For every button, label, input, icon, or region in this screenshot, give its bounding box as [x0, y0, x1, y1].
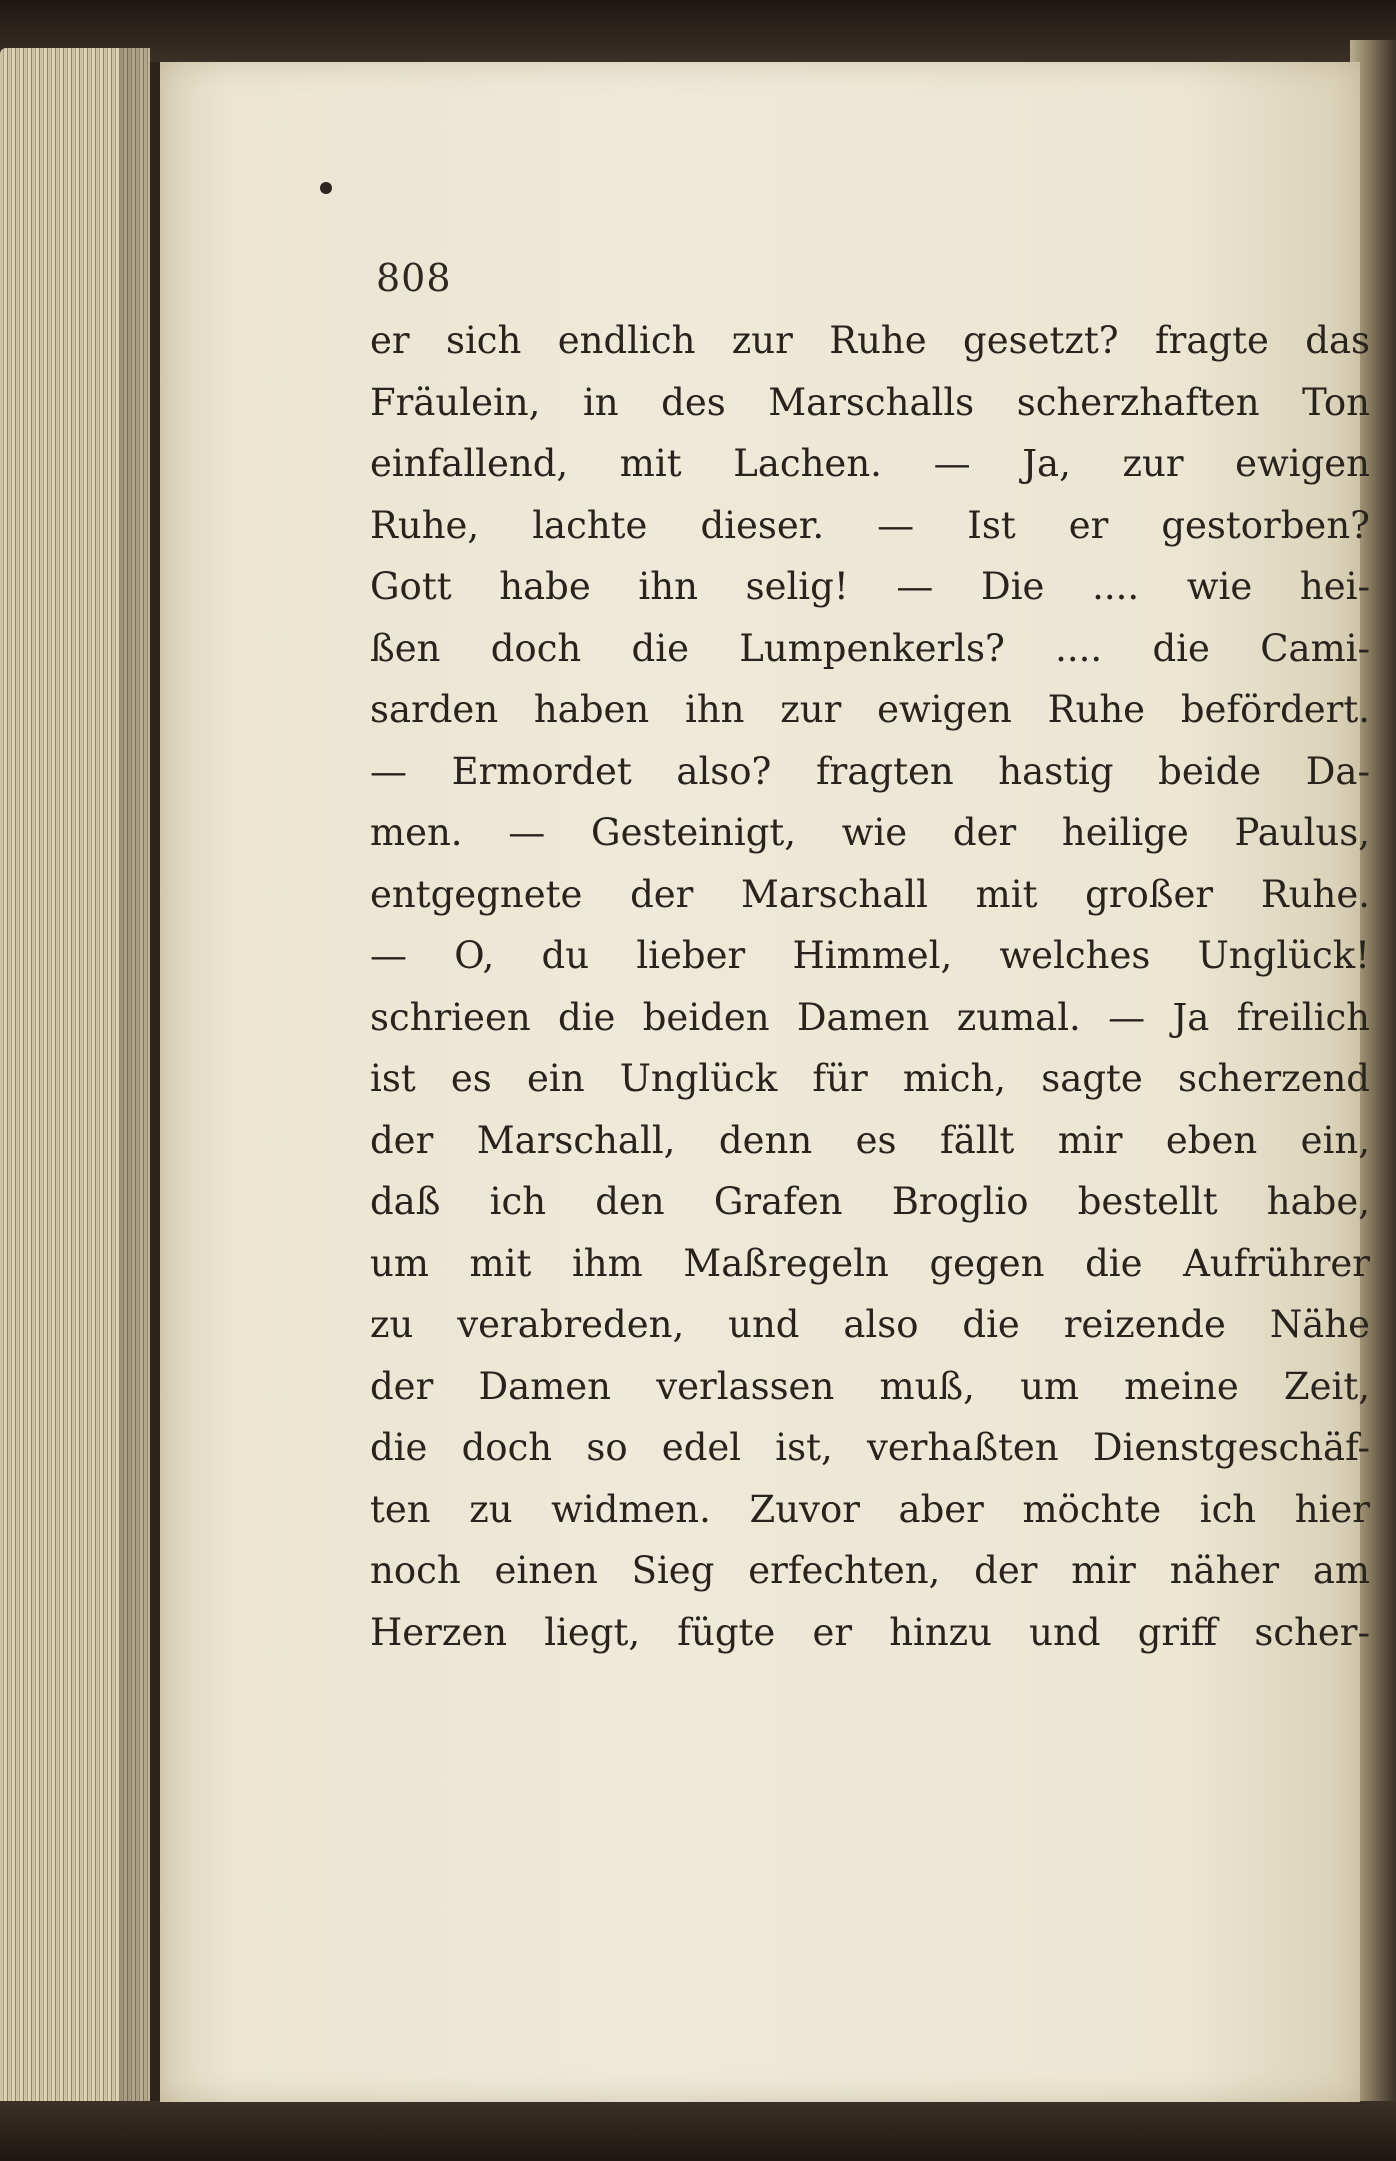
text-line: um mit ihm Maßregeln gegen die Aufrührer: [370, 1241, 1370, 1285]
text-line: sarden haben ihn zur ewigen Ruhe befördert.: [370, 688, 1370, 731]
text-line: Ruhe, lachte dieser. — Ist er gestorben?: [370, 503, 1370, 547]
text-line: Fräulein, in des Marschalls scherzhaften Ton: [370, 380, 1370, 424]
text-line: — O, du lieber Himmel, welches Unglück!: [370, 934, 1370, 977]
text-line: schrieen die beiden Damen zumal. — Ja freilich: [370, 995, 1370, 1039]
book-cover-bottom-edge: [0, 2101, 1396, 2161]
text-line: zu verabreden, und also die reizende Nähe: [370, 1303, 1370, 1346]
text-line: Gott habe ihn selig! — Die .... wie hei-: [370, 565, 1370, 608]
text-line: daß ich den Grafen Broglio bestellt habe,: [370, 1180, 1370, 1223]
body-text: [370, 310, 1370, 1663]
book-cover-top-edge: [0, 0, 1396, 62]
page-number: 808: [376, 256, 452, 300]
text-line: der Damen verlassen muß, um meine Zeit,: [370, 1364, 1370, 1408]
text-line: einfallend, mit Lachen. — Ja, zur ewigen: [370, 442, 1370, 485]
text-line: men. — Gesteinigt, wie der heilige Paulus,: [370, 811, 1370, 854]
text-line: er sich endlich zur Ruhe gesetzt? fragte das: [370, 319, 1370, 362]
text-line: ten zu widmen. Zuvor aber möchte ich hier: [370, 1487, 1370, 1531]
book-page: [160, 62, 1370, 2102]
text-line: — Ermordet also? fragten hastig beide Da-: [370, 749, 1370, 793]
text-line: die doch so edel ist, verhaßten Dienstgeschäf-: [370, 1426, 1370, 1469]
text-line: ßen doch die Lumpenkerls? .... die Cami-: [370, 626, 1370, 670]
text-line: Herzen liegt, fügte er hinzu und griff scher-: [370, 1610, 1370, 1654]
text-line: ist es ein Unglück für mich, sagte scherzend: [370, 1057, 1370, 1100]
text-line: noch einen Sieg erfechten, der mir näher am: [370, 1549, 1370, 1592]
text-line: entgegnete der Marschall mit großer Ruhe.: [370, 872, 1370, 916]
ink-spot-mark: [320, 182, 332, 194]
text-line: der Marschall, denn es fällt mir eben ein,: [370, 1118, 1370, 1162]
